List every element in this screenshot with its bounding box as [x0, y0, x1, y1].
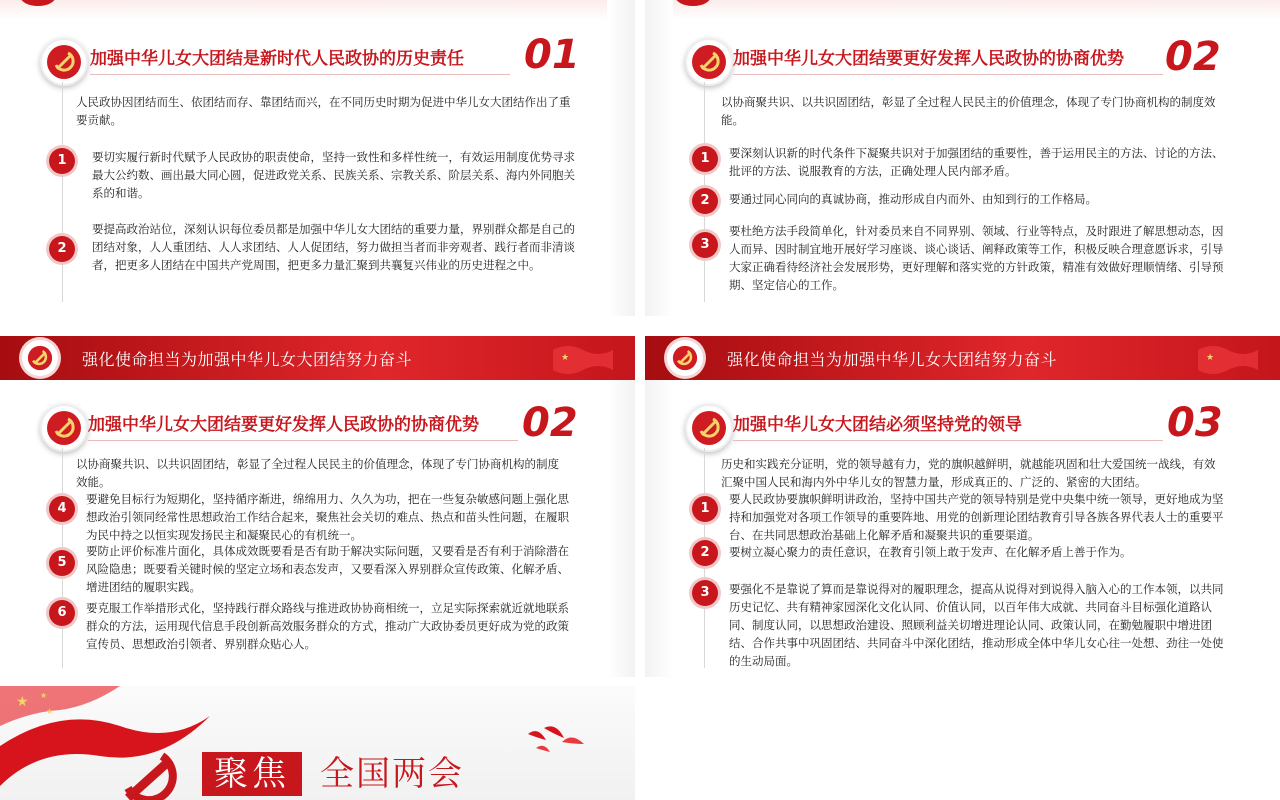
cover-title-highlight: 聚焦 — [202, 752, 302, 796]
section-number: 01 — [524, 32, 580, 78]
list-item: 要克服工作举措形式化，坚持践行群众路线与推进政协协商相统一，立足实际探索就近就地联系群众的方法，运用现代信息手段创新高效服务群众的方式，推动广大政协委员更好成为党的政策宣传员、思想政治引领者、界别群众贴心人。 — [86, 601, 569, 651]
item-number-badge: 6 — [49, 600, 75, 626]
svg-text:★: ★ — [561, 353, 570, 363]
intro-paragraph: 以协商聚共识、以共识固团结，彰显了全过程人民民主的价值理念，体现了专门协商机构的制度效能。 — [721, 95, 1216, 127]
section-heading: 加强中华儿女大团结必须坚持党的领导 — [733, 415, 1022, 435]
item-number-badge: 1 — [692, 496, 718, 522]
slide-5-cover — [0, 686, 635, 800]
list-item: 要提高政治站位，深刻认识每位委员都是加强中华儿女大团结的重要力量，界别群众都是自己的团结对象，人人重团结、人人求团结、人人促团结，努力做担当者而非旁观者、践行者而非清谈者，把更多人团结在中国共产党周围，把更多力量汇聚到共襄复兴伟业的历史进程之中。 — [92, 222, 575, 272]
party-emblem-icon — [40, 38, 88, 86]
item-number-badge: 4 — [49, 496, 75, 522]
party-emblem-icon — [118, 748, 184, 800]
list-item: 要防止评价标准片面化，具体成效既要看是否有助于解决实际问题，又要看是否有利于消除潜在风险隐患；既要看关键时候的坚定立场和表态发声，又要看深入界别群众宣传政策、化解矛盾、增进团结的履职实践。 — [86, 544, 569, 594]
section-number: 02 — [522, 400, 578, 446]
flag-icon — [553, 342, 613, 374]
section-heading: 加强中华儿女大团结是新时代人民政协的历史责任 — [90, 49, 464, 69]
banner-title: 强化使命担当为加强中华儿女大团结努力奋斗 — [82, 350, 413, 369]
slide-edge-shade — [645, 380, 673, 677]
party-emblem-icon — [22, 340, 58, 376]
item-number-badge: 1 — [692, 146, 718, 172]
item-number-badge: 2 — [49, 236, 75, 262]
svg-text:★: ★ — [46, 707, 54, 716]
heading-underline — [733, 440, 1163, 441]
list-item: 要切实履行新时代赋予人民政协的职责使命，坚持一致性和多样性统一，有效运用制度优势寻求最大公约数、画出最大同心圆，促进政党关系、民族关系、宗教关系、阶层关系、海内外同胞关系的和谐。 — [92, 150, 575, 200]
intro-paragraph: 历史和实践充分证明，党的领导越有力，党的旗帜越鲜明，就越能巩固和壮大爱国统一战线，有效汇聚中国人民和海内外中华儿女的智慧力量，形成真正的、广泛的、紧密的大团结。 — [721, 457, 1216, 489]
section-banner — [0, 336, 635, 380]
item-number-badge: 2 — [692, 540, 718, 566]
cover-title: 全国两会 — [320, 754, 464, 794]
section-banner — [645, 336, 1280, 380]
timeline-line — [62, 82, 63, 302]
svg-text:★: ★ — [40, 691, 48, 700]
list-item: 要深刻认识新的时代条件下凝聚共识对于加强团结的重要性，善于运用民主的方法、讨论的方法、批评的方法、说服教育的方法，正确处理人民内部矛盾。 — [729, 146, 1224, 178]
item-number-badge: 5 — [49, 550, 75, 576]
list-item: 要人民政协要旗帜鲜明讲政治，坚持中国共产党的领导特别是党中央集中统一领导，更好地成为坚持和加强党对各项工作领导的重要阵地、用党的创新理论团结教育引导各族各界代表人士的重要平台、在共同思想政治基础上化解矛盾和凝聚共识的重要渠道。 — [729, 492, 1224, 542]
section-number: 02 — [1165, 34, 1221, 80]
party-emblem-icon — [40, 404, 88, 452]
item-number-badge: 3 — [692, 580, 718, 606]
flag-icon — [1198, 342, 1258, 374]
slide-1 — [0, 0, 635, 316]
slide-2 — [645, 0, 1280, 316]
slide-edge-shade — [645, 0, 673, 316]
list-item: 要避免目标行为短期化，坚持循序渐进，绵绵用力、久久为功，把在一些复杂敏感问题上强化思想政治引领同经常性思想政治工作结合起来，聚焦社会关切的难点、热点和苗头性问题，在履职为民中持之以恒实现发扬民主和凝聚民心的有机统一。 — [86, 492, 569, 542]
list-item: 要杜绝方法手段简单化，针对委员来自不同界别、领域、行业等特点，及时跟进了解思想动态，因人而异、因时制宜地开展好学习座谈、谈心谈话、阐释政策等工作，积极反映合理意愿诉求，引导大家正确看待经济社会发展形势，更好理解和落实党的方针政策，精准有效做好理顺情绪、引导预期、坚定信心的工作。 — [729, 224, 1224, 292]
party-emblem-icon — [685, 404, 733, 452]
party-emblem-icon — [667, 340, 703, 376]
list-item: 要通过同心同向的真诚协商，推动形成自内而外、由知到行的工作格局。 — [729, 192, 1097, 206]
item-number-badge: 2 — [692, 188, 718, 214]
intro-paragraph: 以协商聚共识、以共识固团结，彰显了全过程人民民主的价值理念，体现了专门协商机构的制度效能。 — [76, 457, 559, 489]
section-heading: 加强中华儿女大团结要更好发挥人民政协的协商优势 — [733, 49, 1124, 69]
slide-3 — [0, 320, 635, 677]
item-number-badge: 3 — [692, 232, 718, 258]
dove-icon — [522, 724, 592, 764]
heading-underline — [88, 440, 518, 441]
slide-edge-shade — [607, 380, 635, 677]
heading-underline — [733, 74, 1163, 75]
list-item: 要强化不是靠说了算而是靠说得对的履职理念，提高从说得对到说得入脑入心的工作本领，以共同历史记忆、共有精神家园深化文化认同、价值认同，以百年伟大成就、共同奋斗目标强化道路认同、制度认同，以思想政治建设、照顾利益关切增进理论认同、政策认同，在勤勉履职中增进团结、合作共事中巩固团结、共同奋斗中深化团结，推动形成全体中华儿女心往一处想、劲往一处使的生动局面。 — [729, 582, 1224, 668]
banner-title: 强化使命担当为加强中华儿女大团结努力奋斗 — [727, 350, 1058, 369]
section-heading: 加强中华儿女大团结要更好发挥人民政协的协商优势 — [88, 415, 479, 435]
item-number-badge: 1 — [49, 148, 75, 174]
list-item: 要树立凝心聚力的责任意识，在教育引领上敢于发声、在化解矛盾上善于作为。 — [729, 545, 1132, 559]
slide-top-glow — [645, 0, 1280, 20]
section-number: 03 — [1167, 400, 1223, 446]
slide-4 — [645, 320, 1280, 677]
intro-paragraph: 人民政协因团结而生、依团结而存、靠团结而兴，在不同历史时期为促进中华儿女大团结作出了重要贡献。 — [76, 95, 571, 127]
slide-edge-shade — [607, 0, 635, 316]
svg-text:★: ★ — [1206, 353, 1215, 363]
slide-top-glow — [0, 0, 635, 20]
svg-text:★: ★ — [16, 694, 29, 710]
heading-underline — [90, 74, 510, 75]
party-emblem-icon — [685, 38, 733, 86]
